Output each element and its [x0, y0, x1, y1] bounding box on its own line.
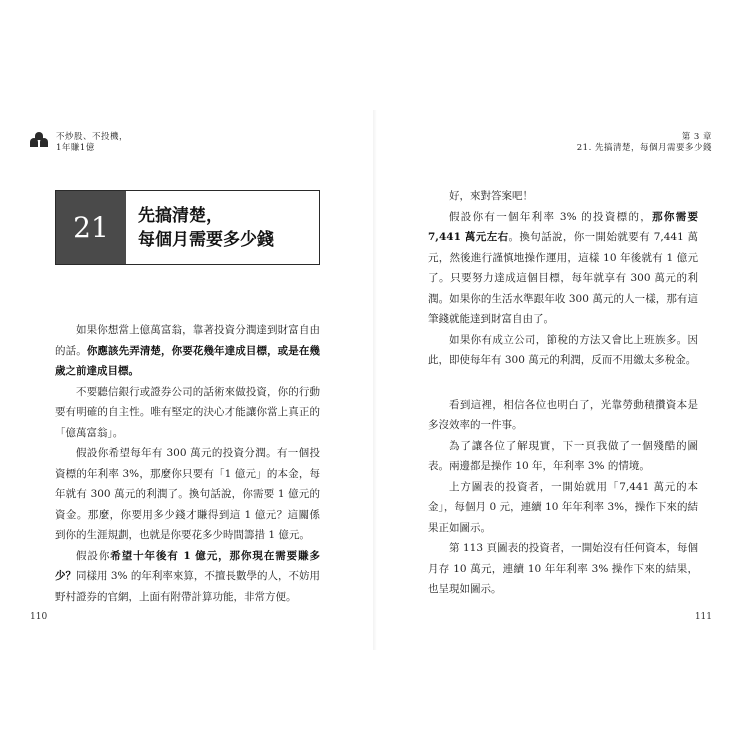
paragraph-spacer — [428, 371, 698, 395]
paragraph: 看到這裡，相信各位也明白了，光靠勞動積攢資本是多沒效率的一件事。 — [428, 398, 698, 431]
emphasis-text: 你應該先弄清楚，你要花幾年達成目標，或是在幾歲之前達成目標。 — [55, 344, 320, 377]
book-title-line1: 不炒股、不投機， — [56, 132, 129, 142]
section-label: 21. 先搞清楚，每個月需要多少錢 — [576, 143, 712, 153]
section-title-line2: 每個月需要多少錢 — [138, 230, 274, 250]
paragraph-text: 。換句話說，你一開始就要有 7,441 萬元，然後進行謹慎地操作運用，這樣 10 年後就有 1 億元了。只要努力達成這個目標，每年就享有 300 萬元的利潤。如果你的生活水準跟年收 300 萬元的人一樣，那有這筆錢就能達到財富自由了。 — [428, 231, 698, 325]
section-title — [126, 191, 274, 264]
right-page-body — [428, 186, 698, 600]
emphasis-text: 希望十年後有 1 億元，那你現在需要賺多少？ — [55, 549, 321, 582]
paragraph — [428, 207, 698, 330]
page-number-right: 111 — [694, 612, 712, 622]
book-title-line2: 1年賺1億 — [56, 143, 95, 153]
section-number: 21 — [56, 191, 126, 264]
paragraph: 第 113 頁圖表的投資者，一開始沒有任何資本，每個月存 10 萬元，連續 10 年年利率 3% 操作下來的結果，也呈現如圖示。 — [428, 542, 698, 595]
paragraph: 好，來對答案吧！ — [449, 190, 533, 202]
paragraph-text: 假設你 — [76, 549, 111, 562]
left-page-body — [55, 320, 320, 607]
running-head-left — [30, 132, 128, 154]
section-title-block — [55, 190, 320, 265]
paragraph-text: 同樣用 3% 的年利率來算，不擅長數學的人，不妨用野村證券的官網，上面有附帶計算功能，非常方便。 — [55, 570, 320, 603]
paragraph — [55, 546, 320, 608]
paragraph-text: 假設你有一個年利率 3% 的投資標的， — [449, 210, 653, 223]
page-gutter — [373, 110, 377, 650]
paragraph: 為了讓各位了解現實，下一頁我做了一個殘酷的圖表。兩邊都是操作 10 年，年利率 3% 的情境。 — [428, 439, 698, 472]
emphasis-text: 那你需要 7,441 萬元左右 — [428, 210, 699, 243]
running-head-right — [577, 132, 712, 154]
paragraph: 不要聽信銀行或證券公司的話術來做投資，你的行動要有明確的自主性。唯有堅定的決心才能讓你當上真正的「億萬富翁」。 — [55, 385, 320, 439]
paragraph: 上方圖表的投資者，一開始就用「7,441 萬元的本金」，每個月 0 元，連續 10 年年利率 3%，操作下來的結果正如圖示。 — [428, 480, 698, 534]
series-logo-icon — [30, 132, 50, 148]
page-number-left: 110 — [30, 612, 48, 622]
book-title — [56, 132, 128, 154]
paragraph: 假設你希望每年有 300 萬元的投資分潤。有一個投資標的年利率 3%，那麼你只要有「1 億元」的本金，每年就有 300 萬元的利潤了。換句話說，你需要 1 億元的資金。那麼，你要用多少錢才賺得到這 1 億元？這關係到你的生涯規劃，也就是你要花多少時間籌措 1 億元。 — [55, 447, 320, 541]
chapter-label: 第 3 章 — [681, 132, 712, 142]
paragraph: 如果你有成立公司，節稅的方法又會比上班族多。因此，即使每年有 300 萬元的利潤，反而不用繳太多稅金。 — [428, 333, 698, 366]
section-title-line1: 先搞清楚， — [138, 206, 223, 226]
paragraph-text: 如果你想當上億萬富翁，靠著投資分潤達到財富自由的話。 — [55, 324, 320, 357]
paragraph — [55, 320, 320, 382]
